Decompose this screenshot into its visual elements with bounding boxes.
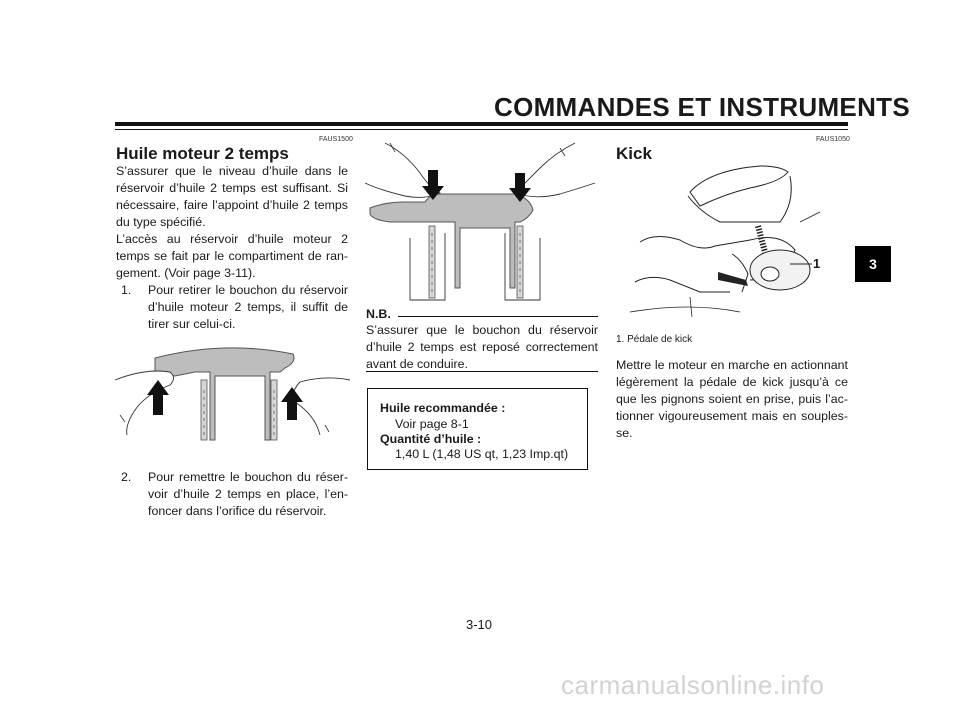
text-line: temps se fait par le compartiment de ran- xyxy=(116,249,348,263)
step-number: 2. xyxy=(121,470,132,484)
note-text xyxy=(366,322,598,373)
section-code: FAUS1500 xyxy=(319,136,353,143)
cap-removal-illustration xyxy=(115,340,350,450)
text-line: gement. (Voir page 3-11). xyxy=(116,266,256,280)
text-line: tirer sur celui-ci. xyxy=(148,317,236,331)
text-line: que les pignons soient en prise, puis l’ac- xyxy=(616,392,848,406)
text-line: du type spécifié. xyxy=(116,215,206,229)
text-line: S’assurer que le niveau d’huile dans le xyxy=(116,164,348,178)
specification-box xyxy=(367,388,588,470)
text-line: d’huile 2 temps est reposé correctement xyxy=(366,340,598,354)
callout-number: 1 xyxy=(813,256,821,271)
section-code: FAUS1050 xyxy=(816,136,850,143)
page-number: 3-10 xyxy=(466,617,493,632)
figure-caption: 1. Pédale de kick xyxy=(616,334,693,345)
chapter-tab[interactable]: 3 xyxy=(855,246,891,282)
text-line: Mettre le moteur en marche en actionnant xyxy=(616,358,848,372)
cap-installation-illustration xyxy=(365,138,595,313)
page-header-title: COMMANDES ET INSTRUMENTS xyxy=(494,92,910,122)
step-1 xyxy=(121,282,348,334)
kick-pedal-illustration xyxy=(630,162,830,322)
text-line: tionner vigoureusement mais en souples- xyxy=(616,409,848,423)
spec-value-oil: Voir page 8-1 xyxy=(395,417,469,431)
header-rule xyxy=(115,122,848,126)
oil-intro-paragraph xyxy=(116,163,348,282)
step-2 xyxy=(121,469,348,521)
note-rule xyxy=(398,316,598,317)
spec-value-quantity: 1,40 L (1,48 US qt, 1,23 Imp.qt) xyxy=(395,447,569,461)
text-line: Pour remettre le bouchon du réser- xyxy=(148,470,348,484)
text-line: S’assurer que le bouchon du réservoir xyxy=(366,323,598,337)
note-end-rule xyxy=(366,371,598,372)
text-line: Pour retirer le bouchon du réservoir xyxy=(148,283,348,297)
step-number: 1. xyxy=(121,283,132,297)
text-line: foncer dans l’orifice du réservoir. xyxy=(148,504,327,518)
text-line: L’accès au réservoir d’huile moteur 2 xyxy=(116,232,348,246)
text-line: d’huile moteur 2 temps, il suffit de xyxy=(148,300,348,314)
note-label: N.B. xyxy=(366,307,391,321)
section-heading-oil: Huile moteur 2 temps xyxy=(116,144,289,163)
text-line: se. xyxy=(616,426,633,440)
text-line: voir d’huile 2 temps en place, l’en- xyxy=(148,487,348,501)
step-text xyxy=(148,469,348,520)
text-line: nécessaire, faire l’appoint d’huile 2 temps xyxy=(116,198,348,212)
kick-instructions xyxy=(616,357,848,442)
header-rule-thin xyxy=(115,129,848,130)
text-line: légèrement la pédale de kick jusqu’à ce xyxy=(616,375,848,389)
watermark: carmanualsonline.info xyxy=(561,670,825,700)
step-text xyxy=(148,282,348,333)
text-line: avant de conduire. xyxy=(366,357,468,371)
text-line: réservoir d’huile 2 temps est suffisant. Si xyxy=(116,181,348,195)
spec-label-quantity: Quantité d’huile : xyxy=(380,432,482,446)
section-heading-kick: Kick xyxy=(616,144,652,163)
spec-label-oil: Huile recommandée : xyxy=(380,401,506,415)
